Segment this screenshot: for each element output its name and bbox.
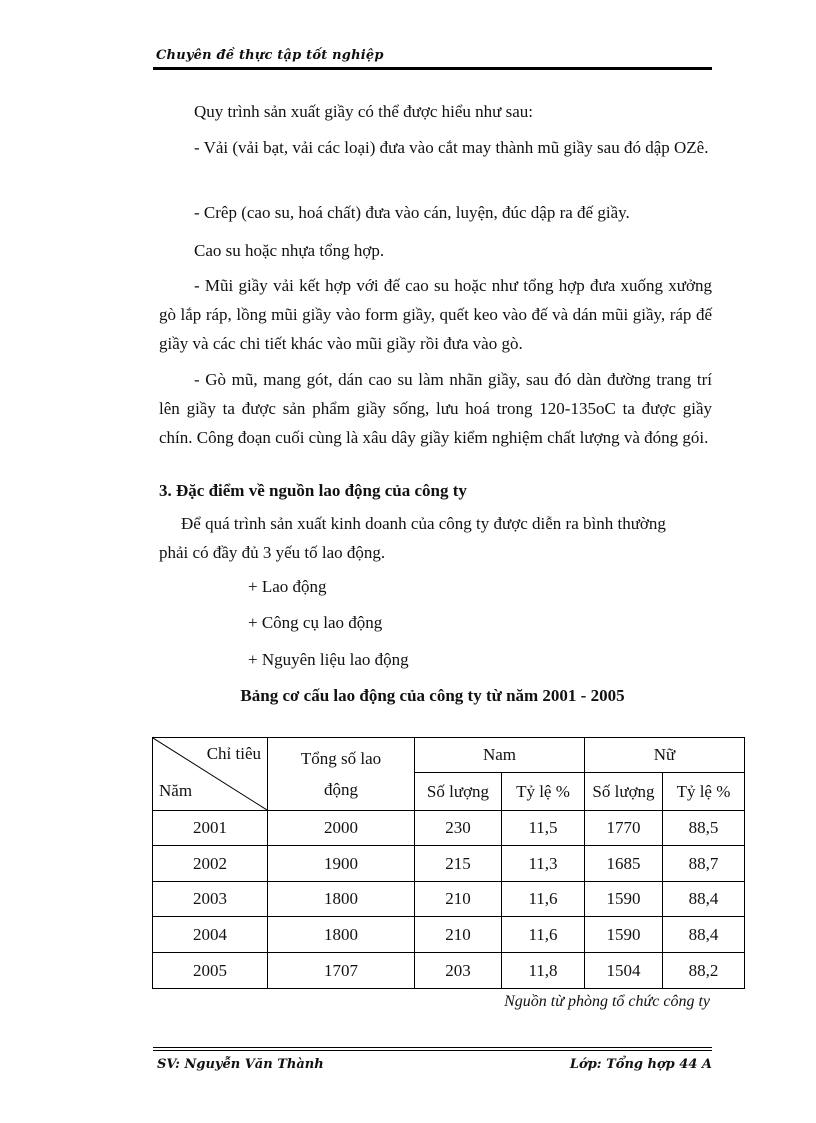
paragraph-5: - Mũi giầy vải kết hợp với đế cao su hoặc như tổng hợp đưa xuống xưởng gò lắp ráp, lồng mũi giầy vào form giầy, quết keo vào đế và dán mũi giầy, ráp đế giầy và các chi tiết khác vào mũi giầy rồi đưa vào gò. [159,276,712,353]
cell-male-pct: 11,8 [502,953,585,989]
cell-male-pct: 11,6 [502,882,585,917]
cell-male-qty: 210 [415,882,502,917]
cell-male-pct: 11,5 [502,811,585,846]
corner-bottom-label: Năm [159,781,193,800]
bullet-item: + Lao động [248,577,327,596]
col-header-male-qty: Số lượng [415,773,502,811]
table-row [153,953,745,989]
cell-female-qty: 1770 [585,811,663,846]
header-rule [153,67,712,70]
cell-male-qty: 230 [415,811,502,846]
col-header-female-pct: Tỷ lệ % [663,773,745,811]
footer-student-name: SV: Nguyễn Văn Thành [157,1057,324,1072]
cell-male-qty: 203 [415,953,502,989]
table-source-note: Nguồn từ phòng tổ chức công ty [504,993,710,1010]
col-group-female: Nữ [585,738,745,773]
cell-year: 2001 [153,811,268,846]
cell-male-qty: 210 [415,917,502,953]
paragraph-1: Quy trình sản xuất giầy có thể được hiểu như sau: [194,102,534,121]
cell-female-pct: 88,7 [663,846,745,882]
bullet-item: + Công cụ lao động [248,613,383,632]
cell-total: 1900 [268,846,415,882]
table-row [153,811,745,846]
bullet-item: + Nguyên liệu lao động [248,650,409,669]
corner-top-label: Chỉ tiêu [206,744,261,763]
col-header-female-qty: Số lượng [585,773,663,811]
footer-class-name: Lớp: Tổng hợp 44 A [569,1057,712,1072]
table-row [153,846,745,882]
cell-year: 2005 [153,953,268,989]
cell-female-qty: 1504 [585,953,663,989]
cell-male-qty: 215 [415,846,502,882]
col-header-total: Tổng số lao động [268,738,415,811]
table-caption: Bảng cơ cấu lao động của công ty từ năm 2001 - 2005 [240,686,625,705]
cell-male-pct: 11,3 [502,846,585,882]
col-header-male-pct: Tỷ lệ % [502,773,585,811]
cell-female-pct: 88,4 [663,917,745,953]
cell-female-qty: 1590 [585,882,663,917]
labor-structure-table [152,737,745,989]
cell-female-pct: 88,2 [663,953,745,989]
cell-male-pct: 11,6 [502,917,585,953]
paragraph-3: - Crêp (cao su, hoá chất) đưa vào cán, luyện, đúc dập ra đế giầy. [194,203,630,222]
cell-total: 1800 [268,882,415,917]
cell-year: 2003 [153,882,268,917]
paragraph-2: - Vải (vải bạt, vải các loại) đưa vào cắt may thành mũ giầy sau đó dập OZê. [194,138,709,157]
paragraph-7: Để quá trình sản xuất kinh doanh của công ty được diễn ra bình thường phải có đầy đủ 3 yếu tố lao động. [159,514,666,562]
cell-female-qty: 1590 [585,917,663,953]
page-header-title: Chuyên đề thực tập tốt nghiệp [156,48,384,63]
cell-total: 1707 [268,953,415,989]
cell-female-qty: 1685 [585,846,663,882]
cell-female-pct: 88,5 [663,811,745,846]
cell-total: 1800 [268,917,415,953]
paragraph-4: Cao su hoặc nhựa tổng hợp. [194,241,385,260]
table-row [153,917,745,953]
paragraph-6: - Gò mũ, mang gót, dán cao su làm nhãn giầy, sau đó dàn đường trang trí lên giầy ta được sản phẩm giầy sống, lưu hoá trong 120-135oC ta được giầy chín. Công đoạn cuối cùng là xâu dây giầy kiểm nghiệm chất lượng và đóng gói. [159,370,712,447]
table-row [153,882,745,917]
cell-year: 2002 [153,846,268,882]
cell-year: 2004 [153,917,268,953]
table-corner-cell [153,738,268,811]
footer-rule-bottom [153,1050,712,1051]
footer-rule-top [153,1047,712,1048]
cell-female-pct: 88,4 [663,882,745,917]
col-group-male: Nam [415,738,585,773]
cell-total: 2000 [268,811,415,846]
section-heading: 3. Đặc điểm về nguồn lao động của công ty [159,481,467,500]
